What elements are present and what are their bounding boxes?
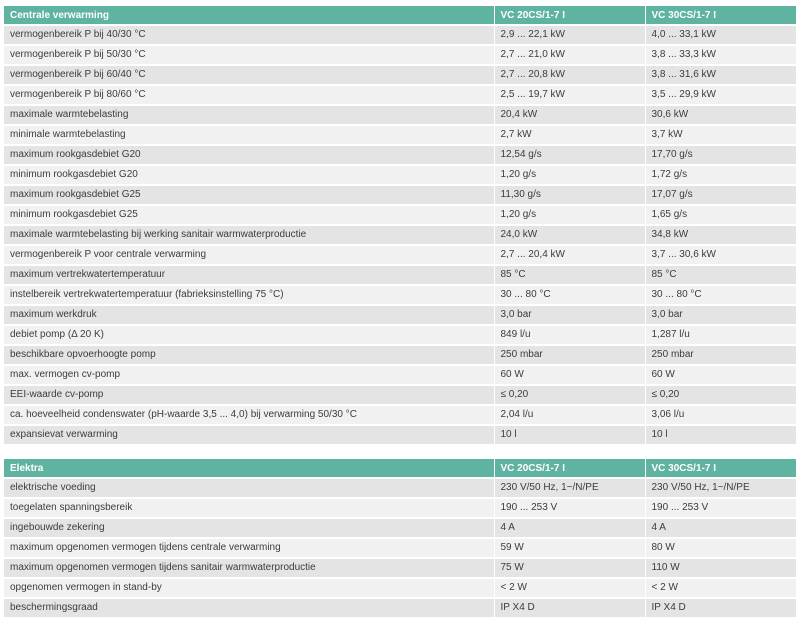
table-row	[4, 305, 796, 325]
value-vc20: 30 ... 80 °C	[494, 285, 645, 305]
table-row	[4, 85, 796, 105]
spec-label: expansievat verwarming	[4, 425, 494, 444]
table-row	[4, 598, 796, 617]
table-row	[4, 245, 796, 265]
value-vc30: 17,70 g/s	[645, 145, 796, 165]
value-vc30: 110 W	[645, 558, 796, 578]
table-row	[4, 325, 796, 345]
value-vc30: 80 W	[645, 538, 796, 558]
table-row	[4, 558, 796, 578]
value-vc30: 17,07 g/s	[645, 185, 796, 205]
value-vc30: 3,0 bar	[645, 305, 796, 325]
value-vc20: 12,54 g/s	[494, 145, 645, 165]
spec-label: beschermingsgraad	[4, 598, 494, 617]
spec-label: maximum werkdruk	[4, 305, 494, 325]
value-vc30: 1,72 g/s	[645, 165, 796, 185]
table-row	[4, 538, 796, 558]
electrical-col-vc30: VC 30CS/1-7 I	[645, 459, 796, 478]
spec-label: vermogenbereik P voor centrale verwarming	[4, 245, 494, 265]
spec-label: maximum rookgasdebiet G20	[4, 145, 494, 165]
heating-title: Centrale verwarming	[4, 6, 494, 25]
spec-label: vermogenbereik P bij 60/40 °C	[4, 65, 494, 85]
value-vc20: ≤ 0,20	[494, 385, 645, 405]
electrical-table	[4, 459, 796, 617]
value-vc20: 20,4 kW	[494, 105, 645, 125]
value-vc30: 4,0 ... 33,1 kW	[645, 25, 796, 45]
spec-label: vermogenbereik P bij 40/30 °C	[4, 25, 494, 45]
value-vc20: 2,7 ... 20,4 kW	[494, 245, 645, 265]
value-vc20: 1,20 g/s	[494, 205, 645, 225]
value-vc20: 1,20 g/s	[494, 165, 645, 185]
spec-label: maximum opgenomen vermogen tijdens centrale verwarming	[4, 538, 494, 558]
value-vc30: 4 A	[645, 518, 796, 538]
table-row	[4, 498, 796, 518]
table-row	[4, 285, 796, 305]
value-vc30: 3,7 kW	[645, 125, 796, 145]
electrical-col-vc20: VC 20CS/1-7 I	[494, 459, 645, 478]
value-vc30: 30,6 kW	[645, 105, 796, 125]
value-vc30: 3,06 l/u	[645, 405, 796, 425]
spec-label: toegelaten spanningsbereik	[4, 498, 494, 518]
table-row	[4, 578, 796, 598]
table-row	[4, 165, 796, 185]
spec-label: max. vermogen cv-pomp	[4, 365, 494, 385]
table-row	[4, 405, 796, 425]
value-vc20: 230 V/50 Hz, 1~/N/PE	[494, 478, 645, 498]
value-vc20: 24,0 kW	[494, 225, 645, 245]
value-vc30: 230 V/50 Hz, 1~/N/PE	[645, 478, 796, 498]
spec-label: EEI-waarde cv-pomp	[4, 385, 494, 405]
value-vc30: 3,8 ... 31,6 kW	[645, 65, 796, 85]
spec-label: minimale warmtebelasting	[4, 125, 494, 145]
spec-label: vermogenbereik P bij 50/30 °C	[4, 45, 494, 65]
value-vc30: 3,8 ... 33,3 kW	[645, 45, 796, 65]
table-row	[4, 365, 796, 385]
value-vc20: 59 W	[494, 538, 645, 558]
table-row	[4, 105, 796, 125]
value-vc20: 2,7 ... 21,0 kW	[494, 45, 645, 65]
table-row	[4, 518, 796, 538]
table-row	[4, 185, 796, 205]
table-row	[4, 225, 796, 245]
table-row	[4, 385, 796, 405]
table-row	[4, 65, 796, 85]
value-vc30: 1,287 l/u	[645, 325, 796, 345]
value-vc20: 4 A	[494, 518, 645, 538]
value-vc20: 2,5 ... 19,7 kW	[494, 85, 645, 105]
value-vc30: ≤ 0,20	[645, 385, 796, 405]
table-row	[4, 478, 796, 498]
spec-label: instelbereik vertrekwatertemperatuur (fabrieksinstelling 75 °C)	[4, 285, 494, 305]
spec-label: maximum vertrekwatertemperatuur	[4, 265, 494, 285]
electrical-body	[4, 478, 796, 617]
value-vc30: 3,5 ... 29,9 kW	[645, 85, 796, 105]
value-vc20: IP X4 D	[494, 598, 645, 617]
spec-label: vermogenbereik P bij 80/60 °C	[4, 85, 494, 105]
heating-body	[4, 25, 796, 444]
electrical-title: Elektra	[4, 459, 494, 478]
value-vc30: 85 °C	[645, 265, 796, 285]
spec-label: debiet pomp (Δ 20 K)	[4, 325, 494, 345]
value-vc30: 34,8 kW	[645, 225, 796, 245]
value-vc30: 30 ... 80 °C	[645, 285, 796, 305]
value-vc20: 2,9 ... 22,1 kW	[494, 25, 645, 45]
table-row	[4, 345, 796, 365]
spec-label: maximum opgenomen vermogen tijdens sanitair warmwaterproductie	[4, 558, 494, 578]
value-vc30: IP X4 D	[645, 598, 796, 617]
value-vc30: 190 ... 253 V	[645, 498, 796, 518]
table-row	[4, 265, 796, 285]
spec-label: maximum rookgasdebiet G25	[4, 185, 494, 205]
table-row	[4, 425, 796, 444]
value-vc20: 85 °C	[494, 265, 645, 285]
spec-label: elektrische voeding	[4, 478, 494, 498]
value-vc20: 3,0 bar	[494, 305, 645, 325]
value-vc20: 10 l	[494, 425, 645, 444]
value-vc20: 2,04 l/u	[494, 405, 645, 425]
value-vc30: 250 mbar	[645, 345, 796, 365]
value-vc30: 60 W	[645, 365, 796, 385]
value-vc20: 2,7 kW	[494, 125, 645, 145]
table-row	[4, 125, 796, 145]
spec-label: opgenomen vermogen in stand-by	[4, 578, 494, 598]
spec-label: beschikbare opvoerhoogte pomp	[4, 345, 494, 365]
value-vc20: 11,30 g/s	[494, 185, 645, 205]
value-vc30: < 2 W	[645, 578, 796, 598]
electrical-header-row	[4, 459, 796, 478]
value-vc20: 190 ... 253 V	[494, 498, 645, 518]
value-vc30: 1,65 g/s	[645, 205, 796, 225]
value-vc20: 60 W	[494, 365, 645, 385]
spec-label: minimum rookgasdebiet G20	[4, 165, 494, 185]
value-vc20: 849 l/u	[494, 325, 645, 345]
spec-label: minimum rookgasdebiet G25	[4, 205, 494, 225]
table-row	[4, 45, 796, 65]
heating-col-vc20: VC 20CS/1-7 I	[494, 6, 645, 25]
value-vc30: 10 l	[645, 425, 796, 444]
value-vc30: 3,7 ... 30,6 kW	[645, 245, 796, 265]
spec-label: maximale warmtebelasting bij werking sanitair warmwaterproductie	[4, 225, 494, 245]
spec-label: ingebouwde zekering	[4, 518, 494, 538]
table-row	[4, 25, 796, 45]
heating-col-vc30: VC 30CS/1-7 I	[645, 6, 796, 25]
heating-table	[4, 6, 796, 444]
spec-label: maximale warmtebelasting	[4, 105, 494, 125]
table-row	[4, 145, 796, 165]
value-vc20: < 2 W	[494, 578, 645, 598]
value-vc20: 75 W	[494, 558, 645, 578]
value-vc20: 2,7 ... 20,8 kW	[494, 65, 645, 85]
table-row	[4, 205, 796, 225]
heating-header-row	[4, 6, 796, 25]
value-vc20: 250 mbar	[494, 345, 645, 365]
spec-label: ca. hoeveelheid condenswater (pH-waarde 3,5 ... 4,0) bij verwarming 50/30 °C	[4, 405, 494, 425]
